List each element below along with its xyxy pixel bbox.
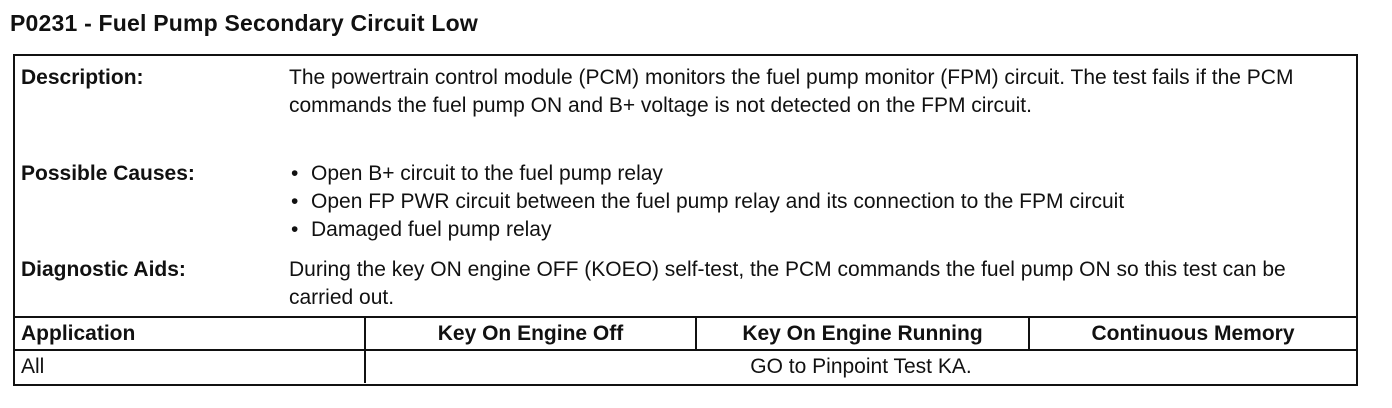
header-koeo: Key On Engine Off: [365, 317, 696, 350]
cause-text: Damaged fuel pump relay: [311, 218, 552, 241]
pinpoint-test-link[interactable]: GO to Pinpoint Test KA.: [365, 350, 1356, 383]
list-item: [289, 216, 1342, 244]
application-cell: All: [15, 350, 365, 383]
dtc-info-box: [13, 54, 1358, 386]
cause-text: Open B+ circuit to the fuel pump relay: [311, 162, 663, 185]
header-application: Application: [15, 317, 365, 350]
description-label: Description:: [21, 66, 144, 89]
table-row: [15, 350, 1356, 383]
diagnostic-aids-text: During the key ON engine OFF (KOEO) self-test, the PCM commands the fuel pump ON so this test can be carried out.: [289, 258, 1286, 309]
table-header-row: [15, 317, 1356, 350]
bullet-icon: •: [291, 162, 299, 185]
bullet-icon: •: [291, 218, 299, 241]
list-item: [289, 160, 1342, 188]
application-table: [15, 316, 1356, 383]
cause-text: Open FP PWR circuit between the fuel pump relay and its connection to the FPM circuit: [311, 190, 1125, 213]
bullet-icon: •: [291, 190, 299, 213]
possible-causes-list: [289, 160, 1342, 244]
info-section: [15, 56, 1356, 316]
possible-causes-label: Possible Causes:: [21, 162, 195, 185]
page-title: P0231 - Fuel Pump Secondary Circuit Low: [10, 10, 478, 36]
header-continuous-memory: Continuous Memory: [1029, 317, 1356, 350]
possible-causes-content: [289, 160, 1342, 244]
header-koer: Key On Engine Running: [696, 317, 1029, 350]
description-text: The powertrain control module (PCM) monitors the fuel pump monitor (FPM) circuit. The test fails if the PCM commands the fuel pump ON and B+ voltage is not detected on the FPM circuit.: [289, 66, 1294, 117]
diagnostic-aids-label: Diagnostic Aids:: [21, 258, 186, 281]
list-item: [289, 188, 1342, 216]
